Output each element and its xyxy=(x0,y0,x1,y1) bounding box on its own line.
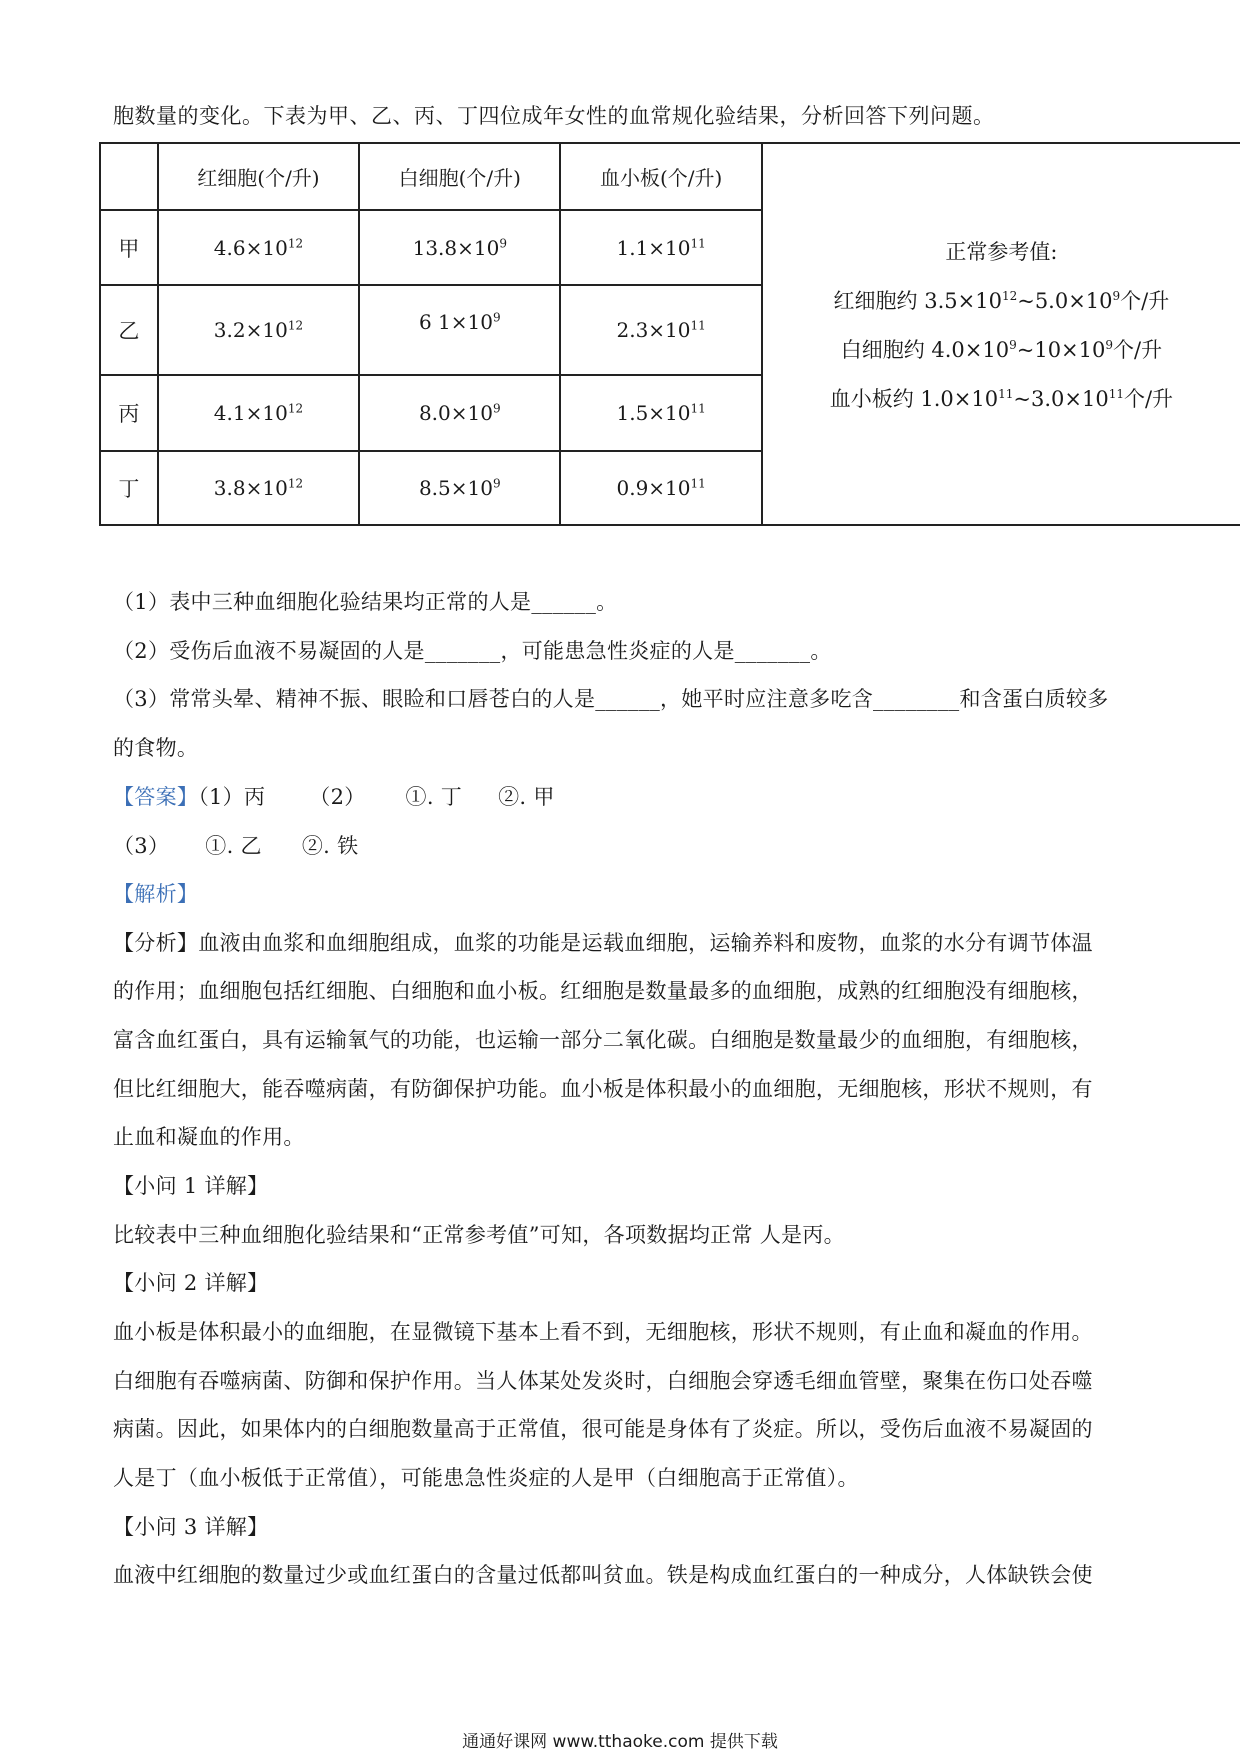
page-footer: 通通好课网 www.tthaoke.com 提供下载 xyxy=(462,1732,778,1752)
answer-line-1: 【答案】（1）丙 （2） ①. 丁 ②. 甲 xyxy=(113,785,555,809)
row-name: 丁 xyxy=(100,451,158,525)
header-rbc: 红细胞(个/升) xyxy=(158,143,359,210)
row-name: 丙 xyxy=(100,375,158,451)
header-wbc: 白细胞(个/升) xyxy=(359,143,560,210)
intro-text: 胞数量的变化。下表为甲、乙、丙、丁四位成年女性的血常规化验结果，分析回答下列问题。 xyxy=(113,104,995,128)
platelet-value: $0.9\times 10^{11}$ xyxy=(560,451,761,525)
answer-label: 【答案】 xyxy=(113,785,199,809)
analysis-line: 止血和凝血的作用。 xyxy=(113,1125,305,1149)
answer-line-2: （3） ①. 乙 ②. 铁 xyxy=(113,834,359,858)
wbc-value: 6 $1\times 10^9$ xyxy=(359,285,560,375)
analysis-line: 但比红细胞大，能吞噬病菌，有防御保护功能。血小板是体积最小的血细胞，无细胞核，形状不规则，有 xyxy=(113,1077,1093,1101)
reference-platelet: 血小板约 $1.0\times 10^{11}\sim 3.0\times 10^{11}$个/升 xyxy=(829,387,1174,411)
row-name: 甲 xyxy=(100,210,158,285)
sub-question-1-title: 【小问 1 详解】 xyxy=(113,1174,269,1198)
wbc-value: $13.8\times 10^9$ xyxy=(359,210,560,285)
reference-rbc: 红细胞约 $3.5\times 10^{12}\sim 5.0\times 10^9$个/升 xyxy=(833,289,1170,313)
sub-question-3-text: 血液中红细胞的数量过少或血红蛋白的含量过低都叫贫血。铁是构成血红蛋白的一种成分，人体缺铁会使 xyxy=(113,1563,1093,1587)
sub-question-2-title: 【小问 2 详解】 xyxy=(113,1271,269,1295)
rbc-value: $3.2\times 10^{12}$ xyxy=(158,285,359,375)
rbc-value: $4.1\times 10^{12}$ xyxy=(158,375,359,451)
platelet-value: $1.1\times 10^{11}$ xyxy=(560,210,761,285)
analysis-line: 的作用；血细胞包括红细胞、白细胞和血小板。红细胞是数量最多的血细胞，成熟的红细胞没有细胞核， xyxy=(113,979,1093,1003)
reference-wbc: 白细胞约 $4.0\times 10^9\sim 10\times 10^9$个/升 xyxy=(840,338,1163,362)
question-3-cont: 的食物。 xyxy=(113,736,199,760)
row-name: 乙 xyxy=(100,285,158,375)
sub-question-3-title: 【小问 3 详解】 xyxy=(113,1515,269,1539)
reference-title: 正常参考值: xyxy=(945,240,1058,264)
question-3: （3）常常头晕、精神不振、眼睑和口唇苍白的人是______，她平时应注意多吃含________和含蛋白质较多 xyxy=(113,687,1109,711)
blood-test-table xyxy=(99,142,1240,526)
question-1: （1）表中三种血细胞化验结果均正常的人是______。 xyxy=(113,590,618,614)
analysis-label: 【解析】 xyxy=(113,882,199,906)
header-empty xyxy=(100,143,158,210)
reference-values-cell xyxy=(762,143,1240,525)
analysis-line: 富含血红蛋白，具有运输氧气的功能，也运输一部分二氧化碳。白细胞是数量最少的血细胞，有细胞核， xyxy=(113,1028,1093,1052)
analysis-line: 【分析】血液由血浆和血细胞组成，血浆的功能是运载血细胞，运输养料和废物，血浆的水分有调节体温 xyxy=(113,931,1093,955)
rbc-value: $3.8\times 10^{12}$ xyxy=(158,451,359,525)
rbc-value: $4.6\times 10^{12}$ xyxy=(158,210,359,285)
table-header-row xyxy=(100,143,1240,210)
platelet-value: $1.5\times 10^{11}$ xyxy=(560,375,761,451)
platelet-value: $2.3\times 10^{11}$ xyxy=(560,285,761,375)
sub-question-1-text: 比较表中三种血细胞化验结果和“正常参考值”可知，各项数据均正常 人是丙。 xyxy=(113,1223,845,1247)
question-2: （2）受伤后血液不易凝固的人是_______，可能患急性炎症的人是_______。 xyxy=(113,639,832,663)
sub-question-2-text: 白细胞有吞噬病菌、防御和保护作用。当人体某处发炎时，白细胞会穿透毛细血管壁，聚集在伤口处吞噬 xyxy=(113,1369,1093,1393)
wbc-value: $8.0\times 10^9$ xyxy=(359,375,560,451)
sub-question-2-text: 人是丁（血小板低于正常值），可能患急性炎症的人是甲（白细胞高于正常值）。 xyxy=(113,1466,859,1490)
header-platelet: 血小板(个/升) xyxy=(560,143,761,210)
sub-question-2-text: 血小板是体积最小的血细胞，在显微镜下基本上看不到，无细胞核，形状不规则，有止血和凝血的作用。 xyxy=(113,1320,1093,1344)
wbc-value: $8.5\times 10^9$ xyxy=(359,451,560,525)
sub-question-2-text: 病菌。因此，如果体内的白细胞数量高于正常值，很可能是身体有了炎症。所以，受伤后血液不易凝固的 xyxy=(113,1417,1093,1441)
